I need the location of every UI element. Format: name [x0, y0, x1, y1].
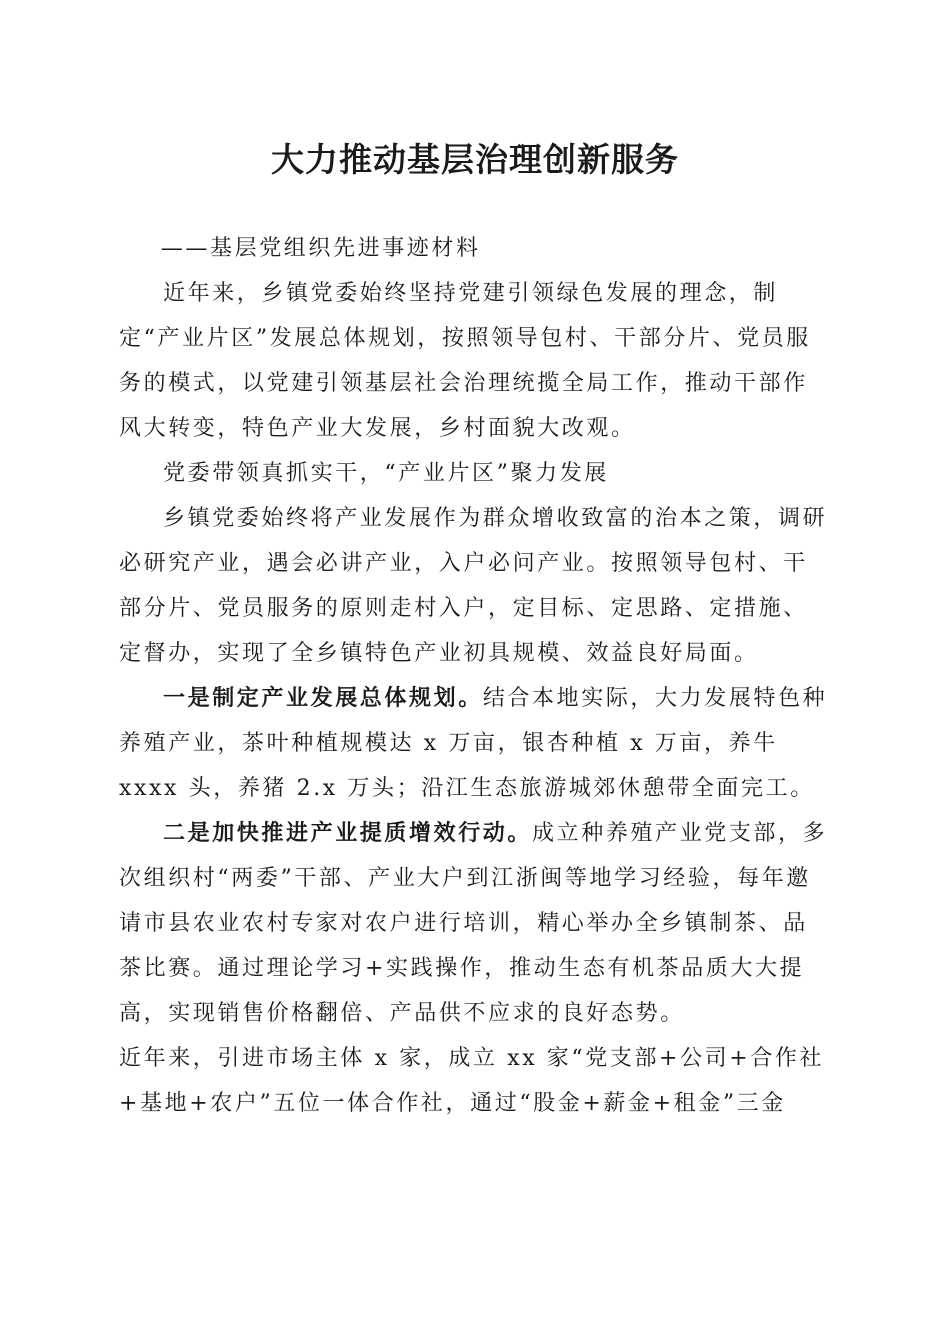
document-title: 大力推动基层治理创新服务 — [271, 140, 679, 179]
point-2-text: 成立种养殖产业党支部，多次组织村“两委”干部、产业大户到江浙闽等地学习经验，每年邀请市县农业农村专家对农户进行培训，精心举办全乡镇制茶、品茶比赛。通过理论学习+实践操作，推动生态有机茶品质大大提高，实现销售价格翻倍、产品供不应求的良好态势。 — [119, 821, 828, 1026]
section-heading: 党委带领真抓实干，“产业片区”聚力发展 — [163, 461, 609, 486]
document-subtitle: ——基层党组织先进事迹材料 — [160, 236, 481, 261]
paragraph-point-1 — [119, 676, 831, 811]
paragraph-continuation: 近年来，引进市场主体 x 家，成立 xx 家“党支部+公司+合作社+基地+农户”五位一体合作社，通过“股金+薪金+租金”三金 — [119, 1046, 825, 1116]
paragraph-intro: 近年来，乡镇党委始终坚持党建引领绿色发展的理念，制定“产业片区”发展总体规划，按照领导包村、干部分片、党员服务的模式，以党建引领基层社会治理统揽全局工作，推动干部作风大转变，特色产业大发展，乡村面貌大改观。 — [119, 281, 811, 441]
point-2-lead: 二是加快推进产业提质增效行动。 — [163, 820, 533, 846]
paragraph-party-committee: 乡镇党委始终将产业发展作为群众增收致富的治本之策，调研必研究产业，遇会必讲产业，入户必问产业。按照领导包村、干部分片、党员服务的原则走村入户，定目标、定思路、定措施、定督办，实现了全乡镇特色产业初具规模、效益良好局面。 — [119, 506, 828, 666]
document-body — [119, 226, 831, 1126]
point-1-text: 结合本地实际，大力发展特色种养殖产业，茶叶种植规模达 x 万亩，银杏种植 x 万亩，养牛 xxxx 头，养猪 2.x 万头；沿江生态旅游城郊休憩带全面完工。 — [119, 686, 828, 801]
point-1-lead: 一是制定产业发展总体规划。 — [163, 685, 483, 711]
paragraph-point-2 — [119, 811, 831, 1036]
